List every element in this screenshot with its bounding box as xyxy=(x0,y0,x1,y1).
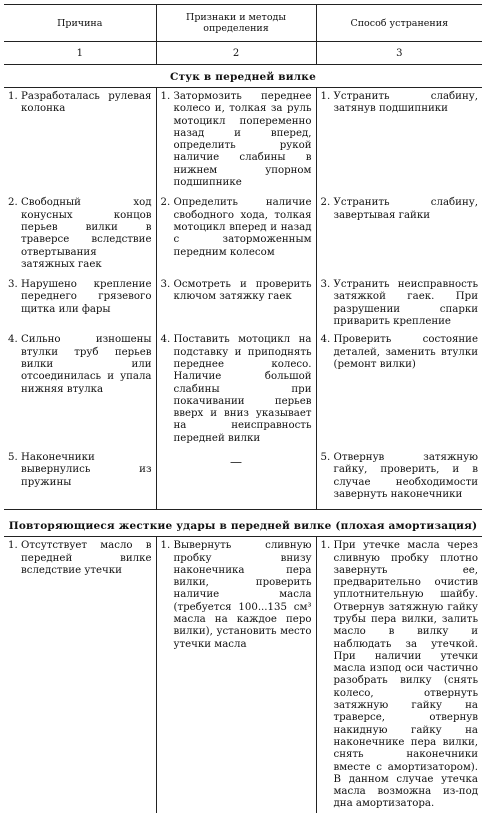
item xyxy=(161,279,312,304)
fix-cell xyxy=(316,537,482,813)
troubleshooting-table xyxy=(4,4,482,813)
section-title: Стук в передней вилке xyxy=(4,65,482,88)
item-number: 3. xyxy=(320,279,331,291)
sign-cell xyxy=(156,447,316,510)
cause-cell xyxy=(4,273,156,330)
item-number: 1. xyxy=(320,540,331,552)
header-signs: Признаки и методы определения xyxy=(156,5,316,42)
item-number: 1. xyxy=(160,91,171,102)
fix-cell xyxy=(316,88,482,192)
item xyxy=(8,540,152,577)
table-body xyxy=(4,65,482,813)
item xyxy=(8,91,152,116)
item-number: 5. xyxy=(8,452,18,464)
item-text: Разработалась рулевая колонка xyxy=(21,91,152,115)
item xyxy=(8,452,152,489)
cause-cell xyxy=(4,191,156,273)
item-number: 3. xyxy=(8,279,18,291)
section-title: Повторяющиеся жесткие удары в передней вилке (плохая амортизация) xyxy=(4,510,482,537)
item-text: Нарушено крепление переднего грязевого щитка или фары xyxy=(21,279,152,315)
section-title-row xyxy=(4,65,482,88)
item-text: Отсутствует масло в передней вилке вследствие утечки xyxy=(21,540,152,576)
item-text: Свободный ход конусных концов перьев вилки в траверсе вследствие отвертывания затяжных гаек xyxy=(21,197,152,270)
item xyxy=(161,540,312,651)
header-fix: Способ устранения xyxy=(316,5,482,42)
item xyxy=(161,334,312,445)
item xyxy=(8,334,152,395)
item xyxy=(321,197,479,222)
fix-cell xyxy=(316,191,482,273)
item-text: Устранить слабину, завертывая гайки xyxy=(333,197,478,221)
item-number: 1. xyxy=(160,540,171,552)
no-signs-dash: — xyxy=(230,455,242,470)
item-number: 2. xyxy=(320,197,331,209)
sign-cell xyxy=(156,537,316,813)
item xyxy=(161,91,312,189)
item xyxy=(8,279,152,316)
item xyxy=(161,197,312,258)
table-row xyxy=(4,330,482,447)
item-number: 1. xyxy=(8,91,18,102)
item xyxy=(321,279,479,328)
fix-cell xyxy=(316,273,482,330)
item-text: Отвернув затяжную гайку, проверить, и в случае необходимости завернуть наконечники xyxy=(333,452,478,500)
item-number: 4. xyxy=(8,334,18,346)
item-text: Осмотреть и проверить ключом затяжку гаек xyxy=(173,279,312,303)
col-num-3: 3 xyxy=(316,42,482,65)
fix-cell xyxy=(316,330,482,447)
table-row xyxy=(4,537,482,813)
item-text: Поставить мотоцикл на подставку и приподнять переднее колесо. Наличие большой слабины при покачивании перьев вверх и вниз указывает на неисправность передней вилки xyxy=(173,334,312,444)
item-number: 1. xyxy=(320,91,331,102)
item xyxy=(8,197,152,271)
item-text: Устранить слабину, затянув подшипники xyxy=(333,91,478,115)
item xyxy=(321,334,479,371)
section-title-row xyxy=(4,510,482,537)
item-number: 4. xyxy=(320,334,331,346)
cause-cell xyxy=(4,330,156,447)
cause-cell xyxy=(4,88,156,192)
item-text: Проверить состояние деталей, заменить втулки (ремонт вилки) xyxy=(333,334,478,370)
cause-cell xyxy=(4,537,156,813)
col-num-2: 2 xyxy=(156,42,316,65)
table-row xyxy=(4,273,482,330)
table-row xyxy=(4,88,482,192)
item-number: 3. xyxy=(160,279,171,291)
sign-cell xyxy=(156,191,316,273)
sign-cell xyxy=(156,88,316,192)
item-number: 2. xyxy=(160,197,171,209)
table-row xyxy=(4,191,482,273)
table-header xyxy=(4,5,482,42)
item-text: Устранить неисправность затяжкой гаек. При разрушении спарки приварить крепление xyxy=(333,279,478,328)
item-number: 2. xyxy=(8,197,18,209)
sign-cell xyxy=(156,330,316,447)
item xyxy=(321,91,479,116)
item-text: Вывернуть сливную пробку внизу наконечника пера вилки, проверить наличие масла (требуется 100...135 см³ масла на каждое перо вилки), установить место утечки масла xyxy=(173,540,312,650)
item-number: 4. xyxy=(160,334,171,346)
item-text: Наконечники вывернулись из пружины xyxy=(21,452,152,488)
header-cause: Причина xyxy=(4,5,156,42)
col-num-1: 1 xyxy=(4,42,156,65)
fix-cell xyxy=(316,447,482,510)
column-numbers xyxy=(4,42,482,65)
item xyxy=(321,540,479,811)
item-text: Определить наличие свободного хода, толкая мотоцикл вперед и назад с заторможенным передним колесом xyxy=(173,197,312,258)
item-text: Затормозить переднее колесо и, толкая за руль мотоцикл попеременно назад и вперед, определить рукой наличие слабины в нижнем упорном подшипнике xyxy=(173,91,312,189)
table-row xyxy=(4,447,482,510)
item-number: 5. xyxy=(320,452,331,464)
cause-cell xyxy=(4,447,156,510)
sign-cell xyxy=(156,273,316,330)
item-text: При утечке масла через сливную пробку плотно завернуть ее, предварительно очистив уплотнительную шайбу. Отвернув затяжную гайку трубы пера вилки, залить масло в вилку и наблюдать за утечкой. При наличии утечки масла изпод оси частично разобрать вилку (снять колесо, отвернуть затяжную гайку на траверсе, отвернув накидную гайку на наконечнике пера вилки, снять наконечники вместе с амортизатором). В данном случае утечка масла возможна из-под дна амортизатора. xyxy=(333,540,478,810)
item xyxy=(321,452,479,501)
item-text: Сильно изношены втулки труб перьев вилки или отсоединилась и упала нижняя втулка xyxy=(21,334,152,395)
item-number: 1. xyxy=(8,540,18,552)
